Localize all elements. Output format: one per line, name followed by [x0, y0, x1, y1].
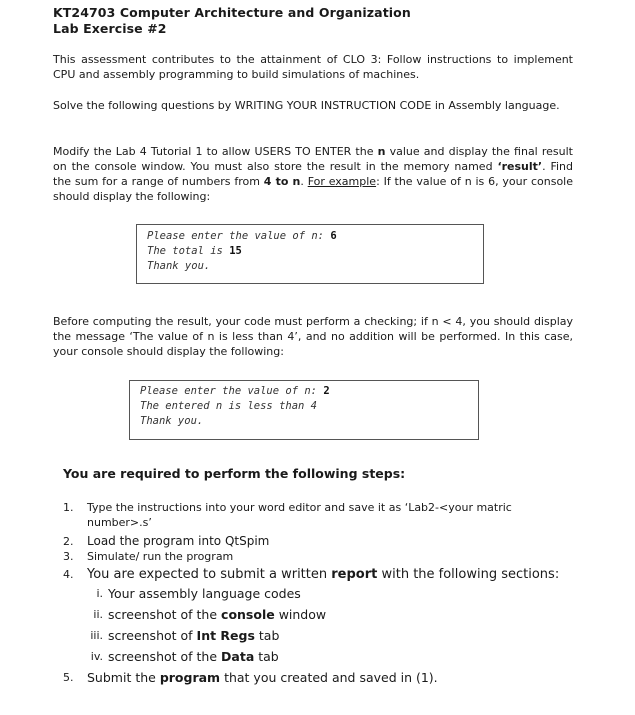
list-item: 4. You are expected to submit a written report with the following sections: [63, 567, 560, 582]
console-line: Please enter the value of n: 6 [147, 230, 337, 242]
example-label: For example [307, 175, 377, 188]
console-line: The total is 15 [147, 245, 242, 257]
list-item: 5. Submit the program that you created and saved in (1). [63, 670, 438, 685]
steps-heading: You are required to perform the following steps: [63, 466, 406, 481]
result-memory-name: ‘result’ [497, 160, 543, 173]
intro-paragraph: This assessment contributes to the attainment of CLO 3: Follow instructions to implement CPU and assembly programming to build simulations of machines. [53, 53, 573, 81]
report-section-item: iv. screenshot of the Data tab [90, 649, 279, 664]
range-text: 4 to n [263, 175, 301, 188]
console-line: The entered n is less than 4 [140, 400, 318, 412]
steps-list [63, 500, 573, 686]
console-line: Thank you. [147, 260, 211, 272]
report-section-item: ii. screenshot of the console window [93, 607, 327, 622]
list-item: 2. Load the program into QtSpim [63, 534, 270, 548]
report-section-item: iii. screenshot of Int Regs tab [90, 628, 280, 643]
report-section-item: i. Your assembly language codes [96, 586, 301, 601]
console-line: Thank you. [140, 415, 204, 427]
console-example-2 [129, 380, 479, 440]
list-item: 3. Simulate/ run the program [63, 550, 234, 563]
course-title: KT24703 Computer Architecture and Organization [53, 5, 411, 20]
n-variable: n [377, 145, 386, 158]
exercise-title: Lab Exercise #2 [53, 21, 167, 36]
task-paragraph: Modify the Lab 4 Tutorial 1 to allow USERS TO ENTER the n value and display the final result on the console window. You must also store the result in the memory named ‘result’. Find the sum for a range of numbers from 4 to n. For example: If the value of n is 6, your console should display the following: [53, 145, 574, 203]
check-paragraph: Before computing the result, your code must perform a checking; if n < 4, you should display the message ‘The value of n is less than 4’, and no addition will be performed. In this case, your console should display the following: [53, 315, 573, 358]
console-example-1 [136, 224, 484, 284]
instruction-paragraph: Solve the following questions by WRITING YOUR INSTRUCTION CODE in Assembly language. [53, 99, 560, 112]
console-line: Please enter the value of n: 2 [140, 385, 330, 397]
list-item: 1. Type the instructions into your word editor and save it as ‘Lab2-<your matric number>.s’ [63, 501, 512, 529]
